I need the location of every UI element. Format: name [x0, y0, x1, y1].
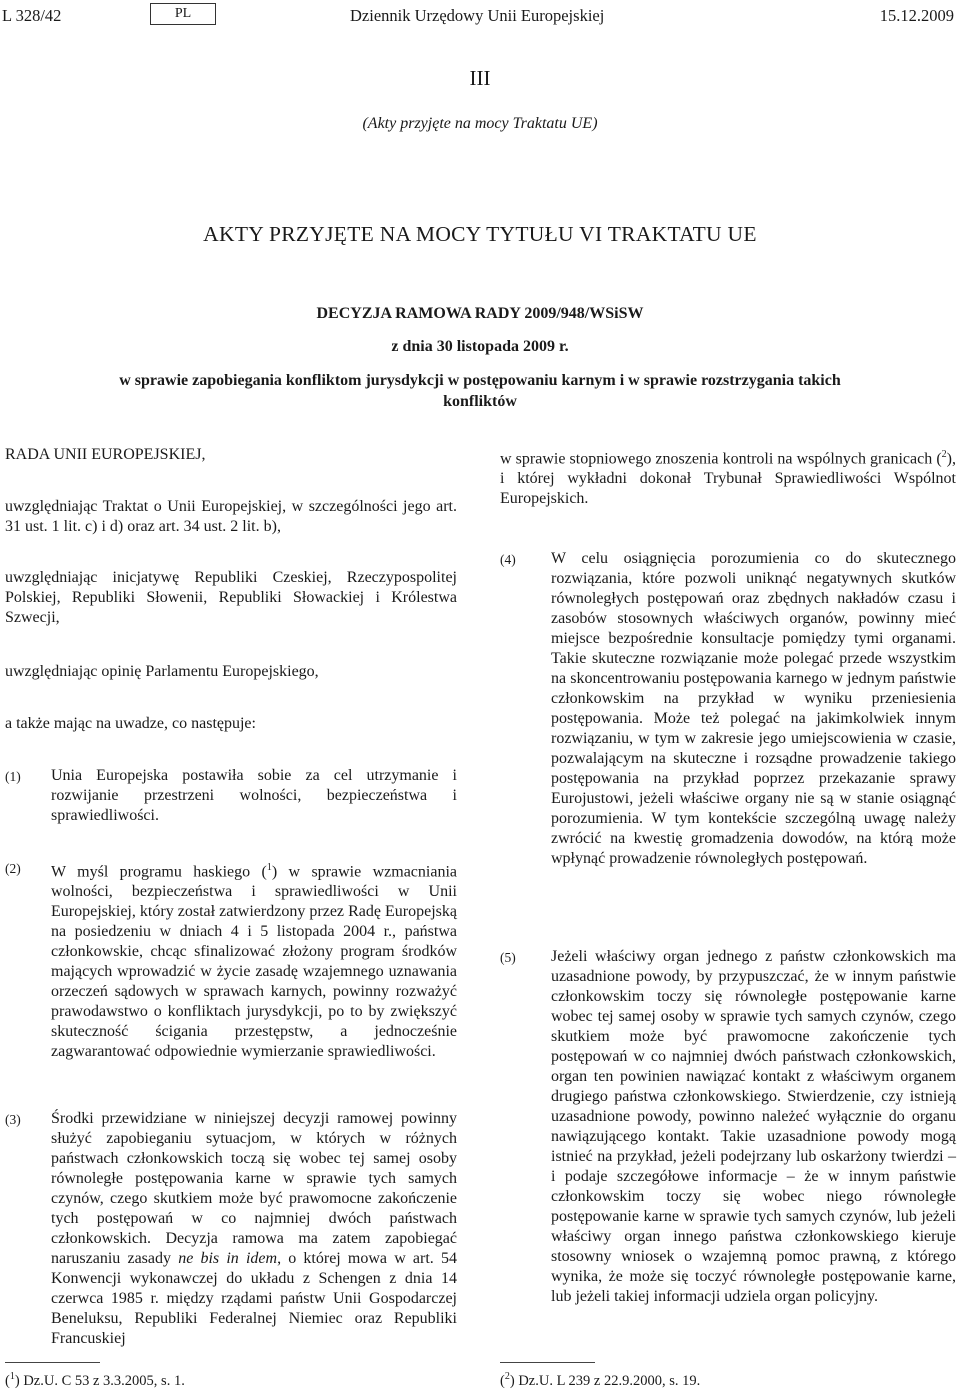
- language-badge: PL: [150, 3, 216, 25]
- recital-text: [51, 858, 457, 1062]
- left-column: [5, 445, 457, 1365]
- recital-number: (2): [5, 861, 21, 876]
- recital-number: (5): [500, 950, 516, 965]
- recital-text: Unia Europejska postawiła sobie za cel utrzymanie i rozwijanie przestrzeni wolności, bezpieczeństwa i sprawiedliwości.: [51, 767, 457, 824]
- footnote-ref: 1: [266, 862, 272, 873]
- recital-text-part: Środki przewidziane w niniejszej decyzji ramowej powinny służyć zapobieganiu sytuacjom, w których w różnych państwach członkowskich toczą się wobec tej samej osoby równoległe postępowania karne w sprawie tych samych czynów, czego skutkiem może być prawomocne zakończenie tych postępowań w co najmniej dwóch państwach członkowskich. Decyzja ramowa ma zatem zapobiegać naruszaniu zasady: [51, 1110, 457, 1267]
- recital-text: Jeżeli właściwy organ jednego z państw członkowskich ma uzasadnione powody, by przypuszczać, że w innym państwie członkowskim toczy się równoległe postępowanie karne wobec tej samej osoby w sprawie tych samych czynów, czego skutkiem może być prawomocne zakończenie tych postępowań w co najmniej dwóch państwach członkowskich, organ ten powinien nawiązać kontakt z właściwym organem drugiego państwa członkowskiego. Stwierdzenie, czy istnieją uzasadnione powody, powinno należeć wyłącznie do organu nawiązującego kontakt. Takie uzasadnione powody mogą istnieć na przykład, jeżeli podejrzany lub oskarżony twierdzi – i podaje szczegółowe informacje – że w innym państwie członkowskim toczy się wobec niego równoległe postępowanie karne w sprawie tych samych czynów, lub jeżeli właściwy organ innego państwa członkowskiego kieruje stosowny wniosek o wzajemną pomoc prawną, z którego wynika, że może się toczyć równoległe postępowanie karne, lub jeżeli takiej informacji udziela organ policyjny.: [551, 948, 956, 1305]
- recital-number: (4): [500, 552, 516, 567]
- footnote-2: ($^2$) Dz.U. L 239 z 22.9.2000, s. 19.: [500, 1371, 701, 1389]
- recital-3-continuation: [500, 445, 956, 509]
- recital-text: [51, 1109, 457, 1349]
- footnote-rule: [500, 1362, 595, 1363]
- part-number: III: [469, 66, 491, 90]
- decision-subject: w sprawie zapobiegania konfliktom jurysdykcji w postępowaniu karnym i w sprawie rozstrzygania takich konfliktów: [119, 372, 841, 410]
- recital-text-part: ) w sprawie wzmacniania wolności, bezpieczeństwa i sprawiedliwości w Unii Europejskiej, który został zatwierdzony przez Radę Europejską na posiedzeniu w dniach 4 i 5 listopada 2004 r., państwa członkowskie, chcąc sfinalizować złożony program środków mających wprowadzić w życie zasadę wzajemnego uznawania orzeczeń sądowych w sprawach karnych, powinny rozważyć prawodawstwo o konfliktach jurysdykcji, po to by zwiększyć skuteczność ścigania przestępstw, a jednocześnie zagwarantować odpowiednie wymierzanie sprawiedliwości.: [51, 863, 457, 1061]
- part-subtitle: (Akty przyjęte na mocy Traktatu UE): [362, 115, 598, 132]
- footnote-rule: [5, 1362, 100, 1363]
- footnote-ref: 2: [941, 449, 947, 460]
- council-line: RADA UNII EUROPEJSKIEJ,: [5, 446, 206, 463]
- recital-intro: a także mając na uwadze, co następuje:: [5, 715, 256, 732]
- recital-number: (1): [5, 769, 21, 784]
- recital-number: (3): [5, 1112, 21, 1127]
- publication-date: 15.12.2009: [879, 6, 954, 25]
- citation-initiative: uwzględniając inicjatywę Republiki Czeskiej, Rzeczypospolitej Polskiej, Republiki Słowenii, Republiki Słowackiej i Królestwa Szwecji,: [5, 569, 457, 626]
- citation-treaty: uwzględniając Traktat o Unii Europejskiej, w szczególności jego art. 31 ust. 1 lit. c) i d) oraz art. 34 ust. 2 lit. b),: [5, 498, 457, 535]
- continuation-text-part: w sprawie stopniowego znoszenia kontroli na wspólnych granicach (: [500, 450, 942, 468]
- decision-title: DECYZJA RAMOWA RADY 2009/948/WSiSW: [316, 305, 644, 322]
- page-number: L 328/42: [2, 6, 62, 25]
- decision-date: z dnia 30 listopada 2009 r.: [391, 338, 569, 355]
- footnote-text: Dz.U. L 239 z 22.9.2000, s. 19.: [514, 1372, 701, 1389]
- page-header: [0, 3, 960, 27]
- recital-text-part: , o której mowa w art. 54 Konwencji wykonawczej do układu z Schengen z dnia 14 czerwca 1985 r. między rządami państw Unii Gospodarczej Beneluksu, Republiki Federalnej Niemiec oraz Republiki Francuskiej: [51, 1250, 457, 1347]
- recital-text-part: W myśl programu haskiego (: [51, 863, 267, 881]
- continuation-text-part: ), i której wykładni dokonał Trybunał Sprawiedliwości Wspólnot Europejskich.: [500, 450, 956, 508]
- citation-parliament: uwzględniając opinię Parlamentu Europejskiego,: [5, 663, 319, 680]
- footnote-number: 2: [504, 1371, 510, 1382]
- footnote-1: ($^1$) Dz.U. C 53 z 3.3.2005, s. 1.: [5, 1371, 185, 1389]
- main-heading: AKTY PRZYJĘTE NA MOCY TYTUŁU VI TRAKTATU UE: [203, 222, 757, 246]
- recital-text: W celu osiągnięcia porozumienia co do skutecznego rozwiązania, które pozwoli uniknąć negatywnych skutków równoległych postępowań oraz zbędnych nakładów czasu i zasobów stosownych właściwych organów, powinny mieć miejsce bezpośrednie konsultacje pomiędzy tymi organami. Takie skuteczne rozwiązanie może polegać przede wszystkim na skoncentrowaniu postępowania karnego w jednym państwie członkowskim na przykład w wyniku przeniesienia postępowania. Może też polegać na jakimkolwiek innym rozwiązaniu, w tym w zakresie jego umiejscowienia w czasie, pozwalającym na skuteczne i rozsądne prowadzenie takiego postępowania na przykład poprzez przekazanie sprawy Eurojustowi, jeżeli właściwe organy nie są w stanie osiągnąć porozumienia. W tym kontekście szczególną uwagę należy zwrócić na kwestię gromadzenia dowodów, na którą może wpłynąć prowadzenie równoległych postępowań.: [551, 550, 956, 867]
- footnote-number: 1: [9, 1371, 15, 1382]
- journal-title: Dziennik Urzędowy Unii Europejskiej: [350, 6, 605, 25]
- footnote-text: Dz.U. C 53 z 3.3.2005, s. 1.: [19, 1372, 185, 1389]
- italic-term: ne bis in idem: [178, 1250, 278, 1267]
- right-column: [500, 445, 956, 1365]
